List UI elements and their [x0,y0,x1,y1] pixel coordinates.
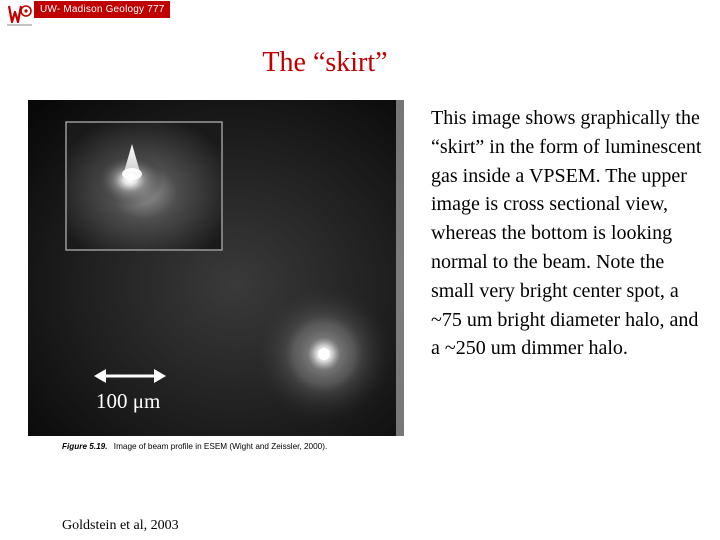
header-badge: UW- Madison Geology 777 [34,1,170,18]
university-logo [3,2,36,28]
cross-section-inset [66,122,222,250]
figure-caption-label: Figure 5.19. [62,442,108,451]
slide-title: The “skirt” [262,47,388,78]
description-text: This image shows graphically the “skirt” in the form of luminescent gas inside a VPSEM. The upper image is cross sectional view, whereas the bottom is looking normal to the beam. Note the small very bright center spot, a ~75 um bright diameter halo, and a ~250 um dimmer halo. [431,107,702,360]
svg-text:Figure 5.19. Image of be [62,442,327,451]
figure-caption-text: Image of beam profile in ESEM (Wight and Zeissler, 2000). [113,442,328,451]
scale-bar-label: 100 μm [96,389,161,413]
normal-view-spot [254,284,394,424]
citation-credit: Goldstein et al, 2003 [62,518,179,533]
beam-profile-figure [28,100,404,460]
